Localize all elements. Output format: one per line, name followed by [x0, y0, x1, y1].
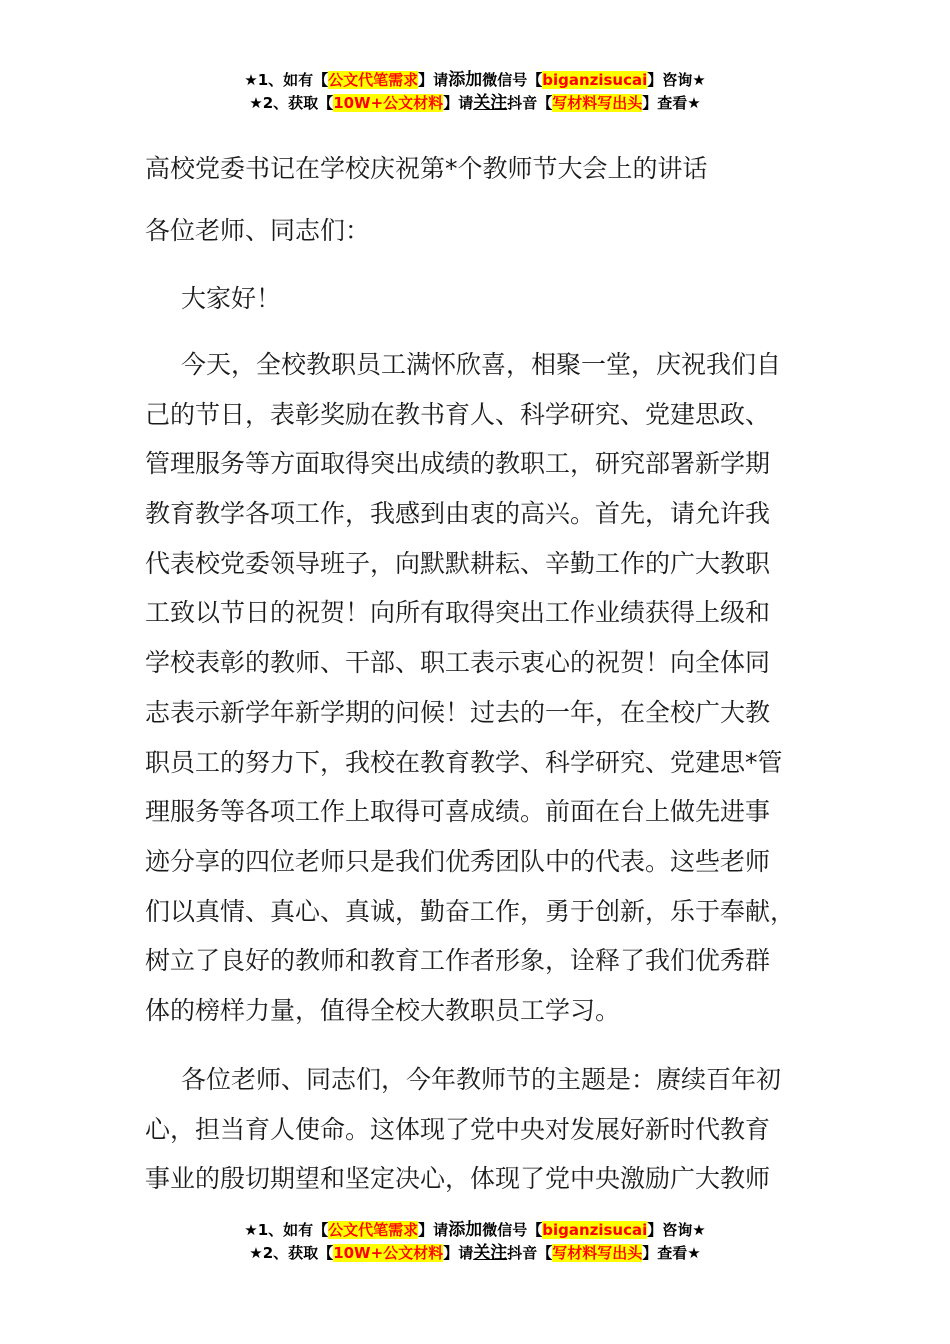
text-line: 教育教学各项工作，我感到由衷的高兴。首先，请允许我 [145, 499, 771, 529]
text-line: 体的榜样力量，值得全校大教职员工学习。 [145, 995, 621, 1025]
banner-text: 抖音【 [507, 94, 553, 112]
banner-emphasis: 添加 [448, 1220, 483, 1240]
banner-line-1 [0, 69, 950, 92]
paragraph-2 [145, 1055, 805, 1204]
banner-text: ★1、如有【 [244, 1221, 329, 1239]
bottom-ad-banner [0, 1219, 950, 1265]
banner-text: ★2、获取【 [249, 94, 334, 112]
text-line: 职员工的努力下，我校在教育教学、科学研究、党建思*管 [145, 747, 783, 777]
banner-text: ★2、获取【 [249, 1244, 334, 1262]
text-line: 代表校党委领导班子，向默默耕耘、辛勤工作的广大教职 [145, 548, 771, 578]
paragraph-1 [145, 340, 805, 1036]
banner-text: 】咨询★ [647, 71, 706, 89]
text-line: 工致以节日的祝贺！向所有取得突出工作业绩获得上级和 [145, 598, 771, 628]
text-line: 各位老师、同志们，今年教师节的主题是：赓续百年初 [181, 1065, 782, 1094]
document-title: 高校党委书记在学校庆祝第*个教师节大会上的讲话 [145, 154, 708, 183]
banner-text: 】请 [443, 94, 474, 112]
text-line: 理服务等各项工作上取得可喜成绩。前面在台上做先进事 [145, 797, 771, 827]
banner-highlight: 公文代笔需求 [328, 71, 419, 89]
banner-text: ★1、如有【 [244, 71, 329, 89]
text-line: 今天，全校教职员工满怀欣喜，相聚一堂，庆祝我们自 [181, 350, 782, 379]
greeting: 大家好！ [181, 284, 282, 313]
text-line: 树立了良好的教师和教育工作者形象，诠释了我们优秀群 [145, 946, 771, 976]
text-line: 迹分享的四位老师只是我们优秀团队中的代表。这些老师 [145, 846, 771, 876]
banner-highlight: 10W+公文材料 [333, 94, 444, 112]
banner-text: 】请 [443, 1244, 474, 1262]
text-line: 志表示新学年新学期的问候！过去的一年，在全校广大教 [145, 697, 771, 727]
banner-line-2 [0, 1242, 950, 1265]
banner-text: 】请 [418, 1221, 449, 1239]
banner-line-1 [0, 1219, 950, 1242]
text-line: 学校表彰的教师、干部、职工表示衷心的祝贺！向全体同 [145, 648, 771, 678]
banner-text: 】咨询★ [647, 1221, 706, 1239]
banner-line-2 [0, 92, 950, 115]
banner-douyin-id: 写材料写出头 [552, 94, 643, 112]
salutation: 各位老师、同志们： [145, 216, 371, 245]
banner-text: 】查看★ [642, 94, 701, 112]
banner-emphasis: 添加 [448, 70, 483, 90]
text-line: 管理服务等方面取得突出成绩的教职工，研究部署新学期 [145, 449, 771, 479]
banner-highlight: 10W+公文材料 [333, 1244, 444, 1262]
banner-text: 】请 [418, 71, 449, 89]
banner-text: 微信号【 [482, 71, 543, 89]
text-line: 心，担当育人使命。这体现了党中央对发展好新时代教育 [145, 1114, 771, 1144]
banner-emphasis: 关注 [473, 93, 508, 113]
banner-wechat-id: biganzisucai [542, 71, 648, 89]
banner-text: 抖音【 [507, 1244, 553, 1262]
banner-text: 】查看★ [642, 1244, 701, 1262]
banner-text: 微信号【 [482, 1221, 543, 1239]
text-line: 己的节日，表彰奖励在教书育人、科学研究、党建思政、 [145, 399, 771, 429]
banner-douyin-id: 写材料写出头 [552, 1244, 643, 1262]
top-ad-banner [0, 69, 950, 115]
text-line: 事业的殷切期望和坚定决心，体现了党中央激励广大教师 [145, 1164, 771, 1194]
banner-highlight: 公文代笔需求 [328, 1221, 419, 1239]
text-line: 们以真情、真心、真诚，勤奋工作，勇于创新，乐于奉献， [145, 896, 796, 926]
banner-emphasis: 关注 [473, 1243, 508, 1263]
banner-wechat-id: biganzisucai [542, 1221, 648, 1239]
